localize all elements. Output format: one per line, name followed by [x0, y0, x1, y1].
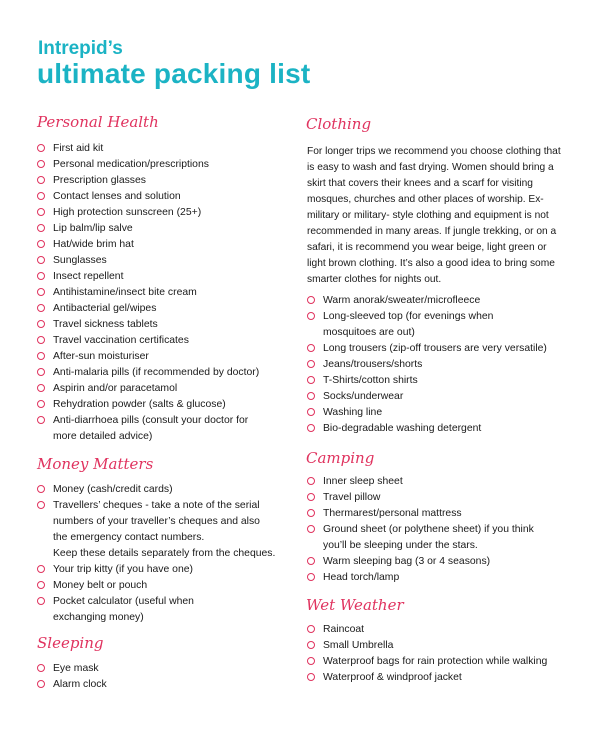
- list-item-label: T-Shirts/cotton shirts: [323, 375, 418, 386]
- list-item-label: Anti-diarrhoea pills (consult your doctor for more detailed advice): [53, 415, 249, 442]
- circle-bullet-icon: [37, 208, 45, 216]
- list-item-label: Antibacterial gel/wipes: [53, 303, 157, 314]
- list-item: [37, 594, 297, 626]
- list-item-label: High protection sunscreen (25+): [53, 207, 202, 218]
- list-item: [37, 285, 297, 301]
- list-item-label: Contact lenses and solution: [53, 191, 181, 202]
- heading-clothing: Clothing: [306, 115, 372, 133]
- page-title: ultimate packing list: [37, 58, 311, 89]
- list-item-label: Socks/underwear: [323, 391, 404, 402]
- circle-bullet-icon: [37, 416, 45, 424]
- list-item: [37, 173, 297, 189]
- circle-bullet-icon: [37, 192, 45, 200]
- list-item: [307, 474, 572, 490]
- list-item-label: Bio-degradable washing detergent: [323, 423, 482, 434]
- list-item-label: Alarm clock: [53, 679, 107, 690]
- list-item: [37, 677, 297, 693]
- list-item: [37, 661, 297, 677]
- circle-bullet-icon: [307, 376, 315, 384]
- list-item-label: Lip balm/lip salve: [53, 223, 133, 234]
- list-item-label: First aid kit: [53, 143, 104, 154]
- circle-bullet-icon: [37, 565, 45, 573]
- list-item-label: Your trip kitty (if you have one): [53, 564, 193, 575]
- list-item-label: Eye mask: [53, 663, 99, 674]
- sleeping-list: [37, 661, 297, 693]
- circle-bullet-icon: [307, 477, 315, 485]
- list-item: [37, 237, 297, 253]
- list-item-label: Anti-malaria pills (if recommended by doctor): [53, 367, 260, 378]
- circle-bullet-icon: [37, 160, 45, 168]
- list-item-label: Rehydration powder (salts & glucose): [53, 399, 226, 410]
- circle-bullet-icon: [37, 352, 45, 360]
- list-item-label: Sunglasses: [53, 255, 107, 266]
- list-item: [307, 506, 572, 522]
- circle-bullet-icon: [37, 272, 45, 280]
- circle-bullet-icon: [307, 296, 315, 304]
- circle-bullet-icon: [307, 509, 315, 517]
- list-item: [37, 317, 297, 333]
- circle-bullet-icon: [307, 408, 315, 416]
- list-item: [307, 638, 572, 654]
- list-item-label: Warm anorak/sweater/microfleece: [323, 295, 481, 306]
- list-item-label: Aspirin and/or paracetamol: [53, 383, 178, 394]
- list-item-label: Prescription glasses: [53, 175, 146, 186]
- circle-bullet-icon: [37, 336, 45, 344]
- list-item: [307, 554, 572, 570]
- list-item-label: Waterproof bags for rain protection while walking: [323, 656, 548, 667]
- list-item-label: Ground sheet (or polythene sheet) if you think you’ll be sleeping under the stars.: [323, 524, 534, 551]
- list-item: [37, 157, 297, 173]
- circle-bullet-icon: [307, 392, 315, 400]
- circle-bullet-icon: [307, 657, 315, 665]
- list-item: [37, 205, 297, 221]
- circle-bullet-icon: [37, 368, 45, 376]
- list-item: [37, 189, 297, 205]
- circle-bullet-icon: [307, 641, 315, 649]
- list-item: [307, 622, 572, 638]
- circle-bullet-icon: [37, 384, 45, 392]
- list-item: [307, 421, 572, 437]
- list-item-label: Washing line: [323, 407, 383, 418]
- list-item: [37, 482, 297, 498]
- list-item: [37, 365, 297, 381]
- list-item-label: Hat/wide brim hat: [53, 239, 134, 250]
- heading-camping: Camping: [306, 449, 375, 467]
- circle-bullet-icon: [37, 664, 45, 672]
- list-item-label: Raincoat: [323, 624, 365, 635]
- circle-bullet-icon: [307, 573, 315, 581]
- list-item: [307, 522, 572, 554]
- circle-bullet-icon: [37, 176, 45, 184]
- circle-bullet-icon: [37, 224, 45, 232]
- list-item-label: Pocket calculator (useful when exchanging money): [53, 596, 194, 623]
- list-item-label: Inner sleep sheet: [323, 476, 403, 487]
- list-item-label: Insect repellent: [53, 271, 124, 282]
- circle-bullet-icon: [37, 304, 45, 312]
- circle-bullet-icon: [37, 680, 45, 688]
- list-item-label: Long-sleeved top (for evenings when mosquitoes are out): [323, 311, 494, 338]
- list-item-label: Long trousers (zip-off trousers are very versatile): [323, 343, 547, 354]
- list-item: [307, 654, 572, 670]
- list-item: [307, 293, 572, 309]
- money-matters-list: [37, 482, 297, 626]
- circle-bullet-icon: [307, 360, 315, 368]
- circle-bullet-icon: [37, 400, 45, 408]
- list-item-label: Money (cash/credit cards): [53, 484, 173, 495]
- list-item: [37, 221, 297, 237]
- list-item-label: Small Umbrella: [323, 640, 394, 651]
- list-item: [37, 578, 297, 594]
- heading-wet-weather: Wet Weather: [306, 596, 404, 614]
- list-item: [37, 413, 297, 445]
- circle-bullet-icon: [37, 485, 45, 493]
- list-item: [307, 570, 572, 586]
- list-item-label: Personal medication/prescriptions: [53, 159, 209, 170]
- clothing-intro: For longer trips we recommend you choose clothing that is easy to wash and fast drying. Women should bring a skirt that covers their knees and a scarf for visiting mosques, churches and other places of worship. Ex-military or military- style clothing and equipment is not recommended in many areas. If jungle trekking, or on a safari, it is recommend you wear beige, light green or light brown clothing. It’s also a good idea to bring some smarter clothes for nights out.: [307, 146, 561, 285]
- circle-bullet-icon: [37, 501, 45, 509]
- list-item: [37, 333, 297, 349]
- list-item-label: Head torch/lamp: [323, 572, 400, 583]
- list-item-label: Travel sickness tablets: [53, 319, 158, 330]
- list-item-label: Antihistamine/insect bite cream: [53, 287, 197, 298]
- circle-bullet-icon: [37, 240, 45, 248]
- circle-bullet-icon: [307, 625, 315, 633]
- list-item-label: Thermarest/personal mattress: [323, 508, 462, 519]
- list-item: [37, 141, 297, 157]
- camping-list: [307, 474, 572, 586]
- list-item: [37, 381, 297, 397]
- circle-bullet-icon: [307, 424, 315, 432]
- list-item-label: Jeans/trousers/shorts: [323, 359, 423, 370]
- circle-bullet-icon: [37, 597, 45, 605]
- list-item: [37, 301, 297, 317]
- heading-personal-health: Personal Health: [37, 113, 159, 131]
- list-item: [37, 562, 297, 578]
- list-item-label: Waterproof & windproof jacket: [323, 672, 462, 683]
- circle-bullet-icon: [307, 673, 315, 681]
- list-item: [307, 389, 572, 405]
- circle-bullet-icon: [307, 312, 315, 320]
- list-item: [307, 670, 572, 686]
- list-item: [37, 349, 297, 365]
- list-item: [307, 373, 572, 389]
- circle-bullet-icon: [37, 288, 45, 296]
- circle-bullet-icon: [37, 256, 45, 264]
- circle-bullet-icon: [37, 144, 45, 152]
- clothing-list: [307, 293, 572, 437]
- list-item: [37, 498, 297, 562]
- list-item: [307, 309, 572, 341]
- list-item: [37, 253, 297, 269]
- list-item: [307, 490, 572, 506]
- list-item: [307, 357, 572, 373]
- circle-bullet-icon: [307, 525, 315, 533]
- personal-health-list: [37, 141, 297, 445]
- circle-bullet-icon: [37, 320, 45, 328]
- list-item: [37, 269, 297, 285]
- list-item-label: Travellers’ cheques - take a note of the serial numbers of your traveller’s cheques and also the emergency contact numbers. Keep these details separately from the cheques.: [53, 500, 276, 559]
- list-item-label: Travel vaccination certificates: [53, 335, 189, 346]
- heading-sleeping: Sleeping: [37, 634, 104, 652]
- heading-money-matters: Money Matters: [37, 455, 154, 473]
- brand-name: Intrepid’s: [38, 38, 123, 59]
- list-item-label: Money belt or pouch: [53, 580, 148, 591]
- wet-weather-list: [307, 622, 572, 686]
- circle-bullet-icon: [37, 581, 45, 589]
- circle-bullet-icon: [307, 493, 315, 501]
- list-item: [307, 405, 572, 421]
- list-item-label: Travel pillow: [323, 492, 381, 503]
- circle-bullet-icon: [307, 557, 315, 565]
- list-item-label: After-sun moisturiser: [53, 351, 149, 362]
- list-item: [37, 397, 297, 413]
- list-item-label: Warm sleeping bag (3 or 4 seasons): [323, 556, 491, 567]
- list-item: [307, 341, 572, 357]
- circle-bullet-icon: [307, 344, 315, 352]
